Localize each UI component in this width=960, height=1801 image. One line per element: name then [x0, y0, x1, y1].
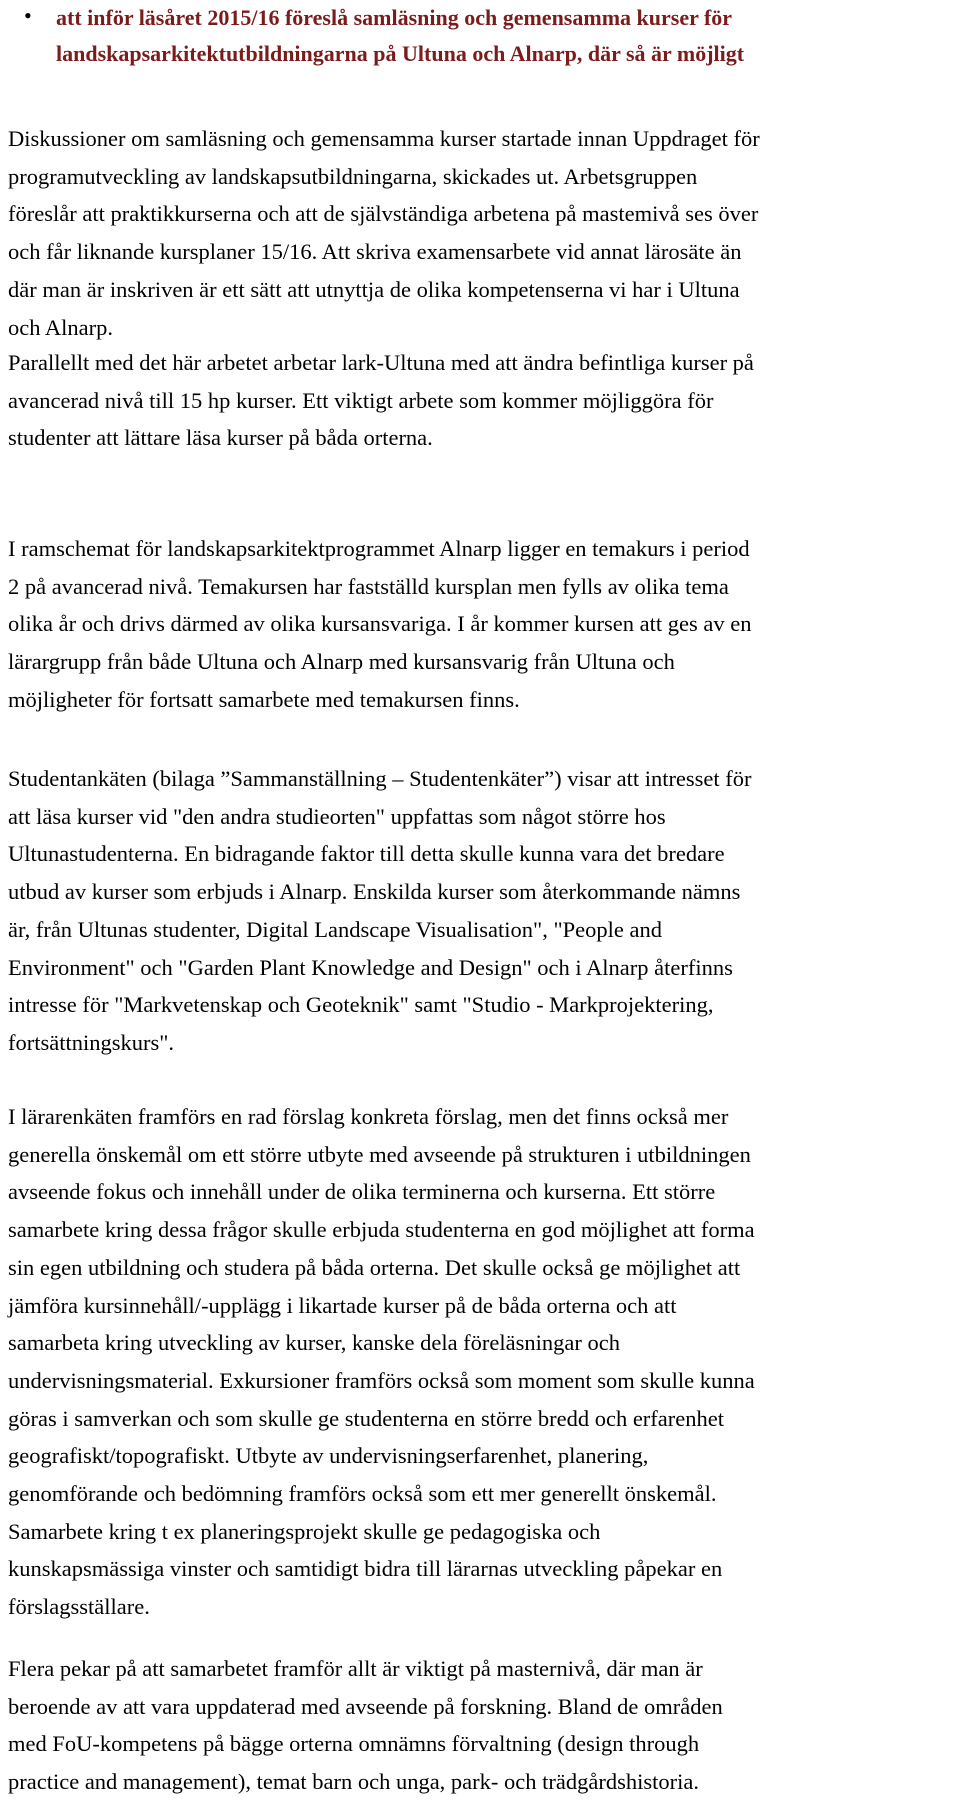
paragraph-lararenkaten: I lärarenkäten framförs en rad förslag konkreta förslag, men det finns också mer generella önskemål om ett större utbyte med avseende på strukturen i utbildningen avseende fokus och innehåll under de olika terminerna och kurserna. Ett större samarbete kring dessa frågor skulle erbjuda studenterna en god möjlighet att forma sin egen utbildning och studera på båda orterna. Det skulle också ge möjlighet att jämföra kursinnehåll/-upplägg i likartade kurser på de båda orterna och att samarbeta kring utveckling av kurser, kanske dela föreläsningar och undervisningsmaterial. Exkursioner framförs också som moment som skulle kunna göras i samverkan och som skulle ge studenterna en större bredd och erfarenhet geografiskt/topografiskt. Utbyte av undervisningserfarenhet, planering, genomförande och bedömning framförs också som ett mer generellt önskemål. Samarbete kring t ex planeringsprojekt skulle ge pedagogiska och kunskapsmässiga vinster och samtidigt bidra till lärarnas utveckling påpekar en förslagsställare.: [8, 1104, 755, 1620]
paragraph-studentenkaten: Studentankäten (bilaga ”Sammanställning – Studentenkäter”) visar att intresset för att läsa kurser vid "den andra studieorten" uppfattas som något större hos Ultunastudenterna. En bidragande faktor till detta skulle kunna vara det bredare utbud av kurser som erbjuds i Alnarp. Enskilda kurser som återkommande nämns är, från Ultunas studenter, Digital Landscape Visualisation", "People and Environment" och "Garden Plant Knowledge and Design" och i Alnarp återfinns intresse för "Markvetenskap och Geoteknik" samt "Studio - Markprojektering, fortsättningskurs".: [8, 766, 752, 1055]
paragraph-parallellt: Parallellt med det här arbetet arbetar lark-Ultuna med att ändra befintliga kurser på avancerad nivå till 15 hp kurser. Ett viktigt arbete som kommer möjliggöra för studenter att lättare läsa kurser på båda orterna.: [8, 350, 754, 451]
paragraph-samlasning: Diskussioner om samläsning och gemensamma kurser startade innan Uppdraget för programutveckling av landskapsutbildningarna, skickades ut. Arbetsgruppen föreslår att praktikkurserna och att de självständiga arbetena på mastemivå ses över och får liknande kursplaner 15/16. Att skriva examensarbete vid annat lärosäte än där man är inskriven är ett sätt att utnyttja de olika kompetenserna vi har i Ultuna och Alnarp.: [8, 126, 760, 340]
bullet-text: att inför läsåret 2015/16 föreslå samläsning och gemensamma kurser för landskapsarkitektutbildningarna på Ultuna och Alnarp, där så är möjligt: [56, 5, 745, 66]
paragraph-masterniva: Flera pekar på att samarbetet framför allt är viktigt på masternivå, där man är beroende av att vara uppdaterad med avseende på forskning. Bland de områden med FoU-kompetens på bägge orterna omnämns förvaltning (design through practice and management), temat barn och unga, park- och trädgårdshistoria.: [8, 1656, 723, 1795]
bullet-marker: •: [24, 3, 32, 28]
bullet-item: [0, 0, 960, 72]
paragraph-ramschemat: I ramschemat för landskapsarkitektprogrammet Alnarp ligger en temakurs i period 2 på avancerad nivå. Temakursen har fastställd kursplan men fylls av olika tema olika år och drivs därmed av olika kursansvariga. I år kommer kursen att ges av en lärargrupp från både Ultuna och Alnarp med kursansvarig från Ultuna och möjligheter för fortsatt samarbete med temakursen finns.: [8, 536, 752, 712]
